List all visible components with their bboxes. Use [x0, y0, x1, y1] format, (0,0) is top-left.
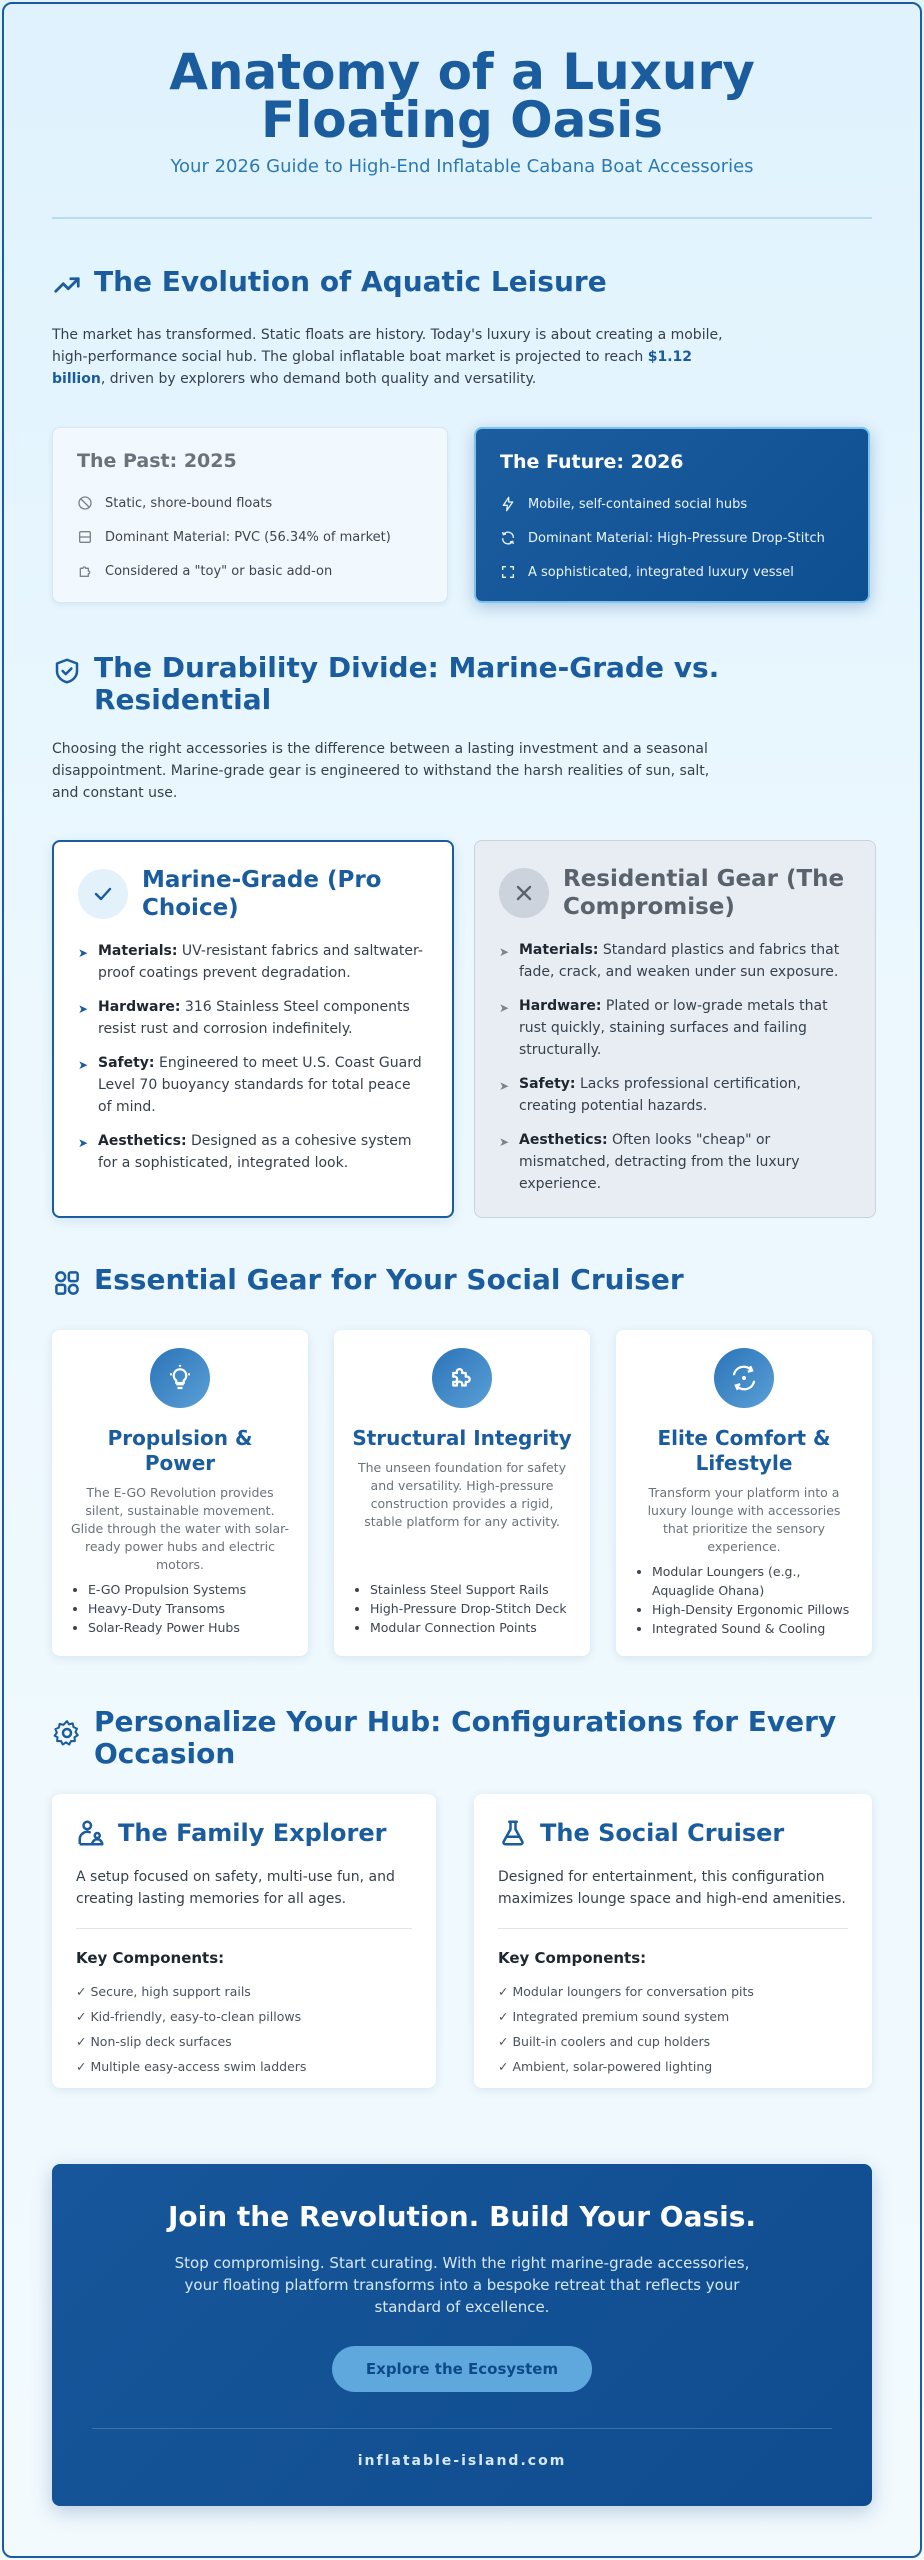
arrow-icon: ➤ [499, 945, 510, 959]
list-item: ✓ Kid-friendly, easy-to-clean pillows [76, 2009, 302, 2024]
residential-item [499, 1073, 851, 1117]
future-item [500, 487, 844, 521]
page-subtitle: Your 2026 Guide to High-End Inflatable Cabana Boat Accessories [170, 156, 754, 177]
marine-item-label: Hardware: [98, 999, 181, 1015]
site-url-link[interactable]: inflatable-island.com [357, 2453, 567, 2469]
key-components-label: Key Components: [76, 1949, 225, 1967]
list-item: • Modular Loungers (e.g., Aquaglide Ohana) [652, 1562, 860, 1600]
marine-item-text: Designed as a cohesive system for a sophisticated, integrated look. [98, 1133, 412, 1171]
gear-card-title: Propulsion & Power [107, 1426, 253, 1475]
durability-intro: Choosing the right accessories is the difference between a lasting investment and a seasonal disappointment. Marine-grade gear is engineered to withstand the harsh realities of sun, salt, and constant use. [52, 741, 710, 801]
marine-item [78, 940, 428, 984]
grid-icon [52, 1268, 82, 1298]
past-item-text: Considered a "toy" or basic add-on [105, 563, 333, 579]
config-divider [498, 1928, 848, 1929]
list-item: ✓ Integrated premium sound system [498, 2009, 730, 2024]
sparkle-arrows-icon [729, 1363, 759, 1393]
past-title: The Past: 2025 [77, 450, 237, 472]
bolt-icon [500, 496, 516, 512]
gear-card-structural [334, 1330, 590, 1656]
flask-icon [498, 1818, 528, 1848]
evolution-intro-text-end: , driven by explorers who demand both quality and versatility. [100, 371, 537, 387]
future-title: The Future: 2026 [500, 451, 684, 473]
family-icon [76, 1818, 106, 1848]
gear-card-list [88, 1580, 296, 1637]
check-icon [91, 882, 115, 906]
list-item: • E-GO Propulsion Systems [88, 1580, 296, 1599]
config-desc: Designed for entertainment, this configuration maximizes lounge space and high-end amenities. [498, 1869, 846, 1907]
arrow-icon: ➤ [78, 946, 89, 960]
past-card [52, 427, 448, 603]
evolution-title: The Evolution of Aquatic Leisure [94, 265, 607, 298]
gear-icon [52, 1718, 82, 1748]
list-item: • High-Pressure Drop-Stitch Deck [370, 1599, 578, 1618]
residential-item-text: Plated or low-grade metals that rust quickly, staining surfaces and failing structurally. [519, 998, 828, 1058]
future-item [500, 521, 844, 555]
past-item [77, 486, 423, 520]
marine-item-label: Safety: [98, 1055, 155, 1071]
configs-title: Personalize Your Hub: Configurations for Every Occasion [94, 1705, 837, 1770]
marine-item-text: Engineered to meet U.S. Coast Guard Level 70 buoyancy standards for total peace of mind. [98, 1055, 422, 1115]
gear-title: Essential Gear for Your Social Cruiser [94, 1263, 684, 1296]
gear-icon-circle [432, 1348, 492, 1408]
list-item: • High-Density Ergonomic Pillows [652, 1600, 860, 1619]
residential-item-text: Often looks "cheap" or mismatched, detracting from the luxury experience. [519, 1132, 800, 1192]
evolution-heading [52, 266, 872, 300]
arrow-icon: ➤ [78, 1136, 89, 1150]
gear-heading [52, 1264, 872, 1298]
past-item [77, 520, 423, 554]
list-item: ✓ Built-in coolers and cup holders [498, 2034, 711, 2049]
marine-item-label: Materials: [98, 943, 178, 959]
list-item: • Solar-Ready Power Hubs [88, 1618, 296, 1637]
list-item: ✓ Ambient, solar-powered lighting [498, 2059, 713, 2074]
list-item: • Modular Connection Points [370, 1618, 578, 1637]
x-badge [499, 868, 549, 918]
marine-grade-card [52, 840, 454, 1218]
config-card-social [474, 1794, 872, 2088]
residential-item-label: Hardware: [519, 998, 602, 1014]
residential-item-text: Standard plastics and fabrics that fade, crack, and weaken under sun exposure. [519, 942, 840, 980]
gear-card-propulsion [52, 1330, 308, 1656]
residential-card [474, 840, 876, 1218]
config-divider [76, 1928, 412, 1929]
gear-card-desc: The E-GO Revolution provides silent, sustainable movement. Glide through the water with solar-ready power hubs and electric motors. [70, 1485, 290, 1572]
cta-panel [52, 2164, 872, 2506]
list-item: ✓ Modular loungers for conversation pits [498, 1984, 754, 1999]
cta-text: Stop compromising. Start curating. With the right marine-grade accessories, your floating platform transforms into a bespoke retreat that reflects your standard of excellence. [174, 2254, 750, 2316]
arrow-icon: ➤ [499, 1079, 510, 1093]
gear-icon-circle [150, 1348, 210, 1408]
expand-icon [500, 564, 516, 580]
marine-grade-title: Marine-Grade (Pro Choice) [142, 867, 382, 921]
list-item: • Stainless Steel Support Rails [370, 1580, 578, 1599]
marine-item-text: UV-resistant fabrics and saltwater-proof coatings prevent degradation. [98, 943, 423, 981]
past-item-text: Dominant Material: PVC (56.34% of market) [105, 529, 391, 545]
key-components-label: Key Components: [498, 1949, 647, 1967]
residential-title: Residential Gear (The Compromise) [563, 866, 845, 920]
list-item: ✓ Non-slip deck surfaces [76, 2034, 232, 2049]
gear-card-title: Structural Integrity [352, 1426, 572, 1450]
residential-item-text: Lacks professional certification, creating potential hazards. [519, 1076, 802, 1114]
trending-up-icon [52, 270, 82, 300]
gear-icon-circle [714, 1348, 774, 1408]
check-badge [78, 869, 128, 919]
marine-item [78, 996, 428, 1040]
config-title: The Social Cruiser [540, 1819, 785, 1847]
future-item [500, 555, 844, 589]
gear-card-list [370, 1580, 578, 1637]
lightbulb-icon [165, 1363, 195, 1393]
residential-item [499, 939, 851, 983]
future-item-text: Mobile, self-contained social hubs [528, 496, 748, 512]
arrow-icon: ➤ [78, 1058, 89, 1072]
cta-title: Join the Revolution. Build Your Oasis. [167, 2200, 757, 2233]
gear-card-list [652, 1562, 860, 1638]
explore-ecosystem-button[interactable]: Explore the Ecosystem [332, 2346, 592, 2392]
cta-divider [92, 2428, 832, 2429]
arrow-icon: ➤ [499, 1001, 510, 1015]
past-item-text: Static, shore-bound floats [105, 495, 273, 511]
residential-item [499, 995, 851, 1061]
marine-item [78, 1052, 428, 1118]
header-divider [52, 217, 872, 219]
evolution-intro-text: The market has transformed. Static floats are history. Today's luxury is about creating a mobile, high-performance social hub. The global inflatable boat market is projected to reach [52, 327, 723, 365]
market-value-highlight: $1.12 billion [52, 349, 693, 387]
arrow-icon: ➤ [78, 1002, 89, 1016]
ban-icon [77, 495, 93, 511]
list-item: • Integrated Sound & Cooling [652, 1619, 860, 1638]
future-card [474, 427, 870, 603]
evolution-intro [52, 324, 732, 390]
residential-item-label: Materials: [519, 942, 599, 958]
puzzle-icon [77, 563, 93, 579]
gear-card-desc: Transform your platform into a luxury lounge with accessories that prioritize the sensory experience. [647, 1485, 841, 1554]
config-desc: A setup focused on safety, multi-use fun, and creating lasting memories for all ages. [76, 1869, 395, 1907]
config-title: The Family Explorer [118, 1819, 387, 1847]
future-item-text: A sophisticated, integrated luxury vessel [528, 564, 794, 580]
durability-heading [52, 652, 872, 716]
future-item-text: Dominant Material: High-Pressure Drop-Stitch [528, 530, 825, 546]
puzzle-piece-icon [447, 1363, 477, 1393]
close-icon [512, 881, 536, 905]
residential-item-label: Safety: [519, 1076, 576, 1092]
gear-card-comfort [616, 1330, 872, 1656]
marine-item-label: Aesthetics: [98, 1133, 187, 1149]
residential-item [499, 1129, 851, 1195]
durability-title: The Durability Divide: Marine-Grade vs. Residential [94, 651, 720, 716]
shield-check-icon [52, 656, 82, 686]
marine-item-text: 316 Stainless Steel components resist rust and corrosion indefinitely. [98, 999, 410, 1037]
list-item: ✓ Multiple easy-access swim ladders [76, 2059, 307, 2074]
gear-card-desc: The unseen foundation for safety and versatility. High-pressure construction provides a rigid, stable platform for any activity. [358, 1460, 566, 1529]
configs-heading [52, 1706, 872, 1770]
arrow-icon: ➤ [499, 1135, 510, 1149]
list-item: • Heavy-Duty Transoms [88, 1599, 296, 1618]
list-item: ✓ Secure, high support rails [76, 1984, 251, 1999]
config-card-family [52, 1794, 436, 2088]
refresh-icon [500, 530, 516, 546]
box-icon [77, 529, 93, 545]
page-title: Anatomy of a Luxury Floating Oasis [169, 43, 755, 149]
gear-card-title: Elite Comfort & Lifestyle [657, 1426, 831, 1475]
residential-item-label: Aesthetics: [519, 1132, 608, 1148]
marine-item [78, 1130, 428, 1174]
past-item [77, 554, 423, 588]
